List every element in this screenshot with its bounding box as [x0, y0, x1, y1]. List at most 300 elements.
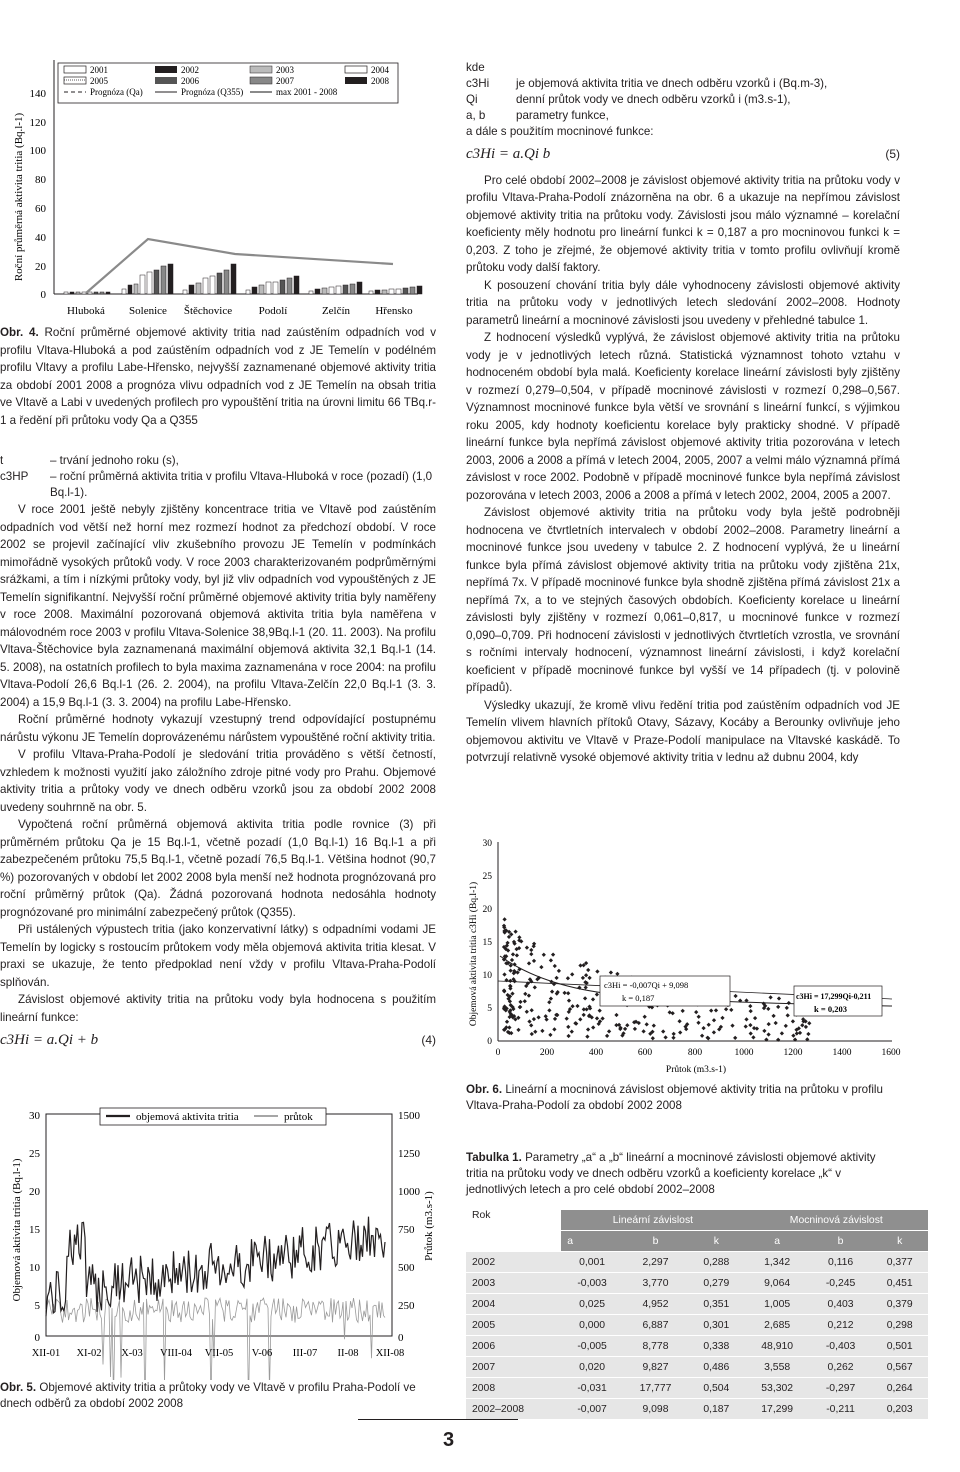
scatter-point	[575, 1004, 579, 1008]
bar	[76, 292, 80, 294]
fig5-xtick: X-03	[121, 1348, 143, 1359]
scatter-point	[510, 958, 514, 962]
scatter-point	[536, 1015, 540, 1019]
fig4-ylabel: Roční průměrná aktivita tritia (Bq.l-1)	[13, 112, 25, 282]
scatter-point	[548, 1033, 552, 1037]
scatter-point	[609, 970, 613, 974]
scatter-point	[791, 1019, 795, 1023]
scatter-point	[733, 1036, 737, 1040]
scatter-point	[539, 965, 543, 969]
bar	[134, 284, 138, 294]
fig4-ytick: 20	[35, 261, 46, 273]
scatter-point	[766, 1007, 770, 1011]
scatter-point	[730, 1024, 734, 1028]
fig6-xtick: 1000	[734, 1048, 754, 1058]
fig5-caption-text: Objemové aktivity tritia a průtoky vody ve Vltavě v profilu Praha-Podolí ve dnech odběrů za období 2002 2008	[0, 1381, 416, 1410]
bar	[266, 282, 271, 294]
legend-2006: 2006	[181, 76, 199, 86]
fig4-ytick: 60	[35, 203, 46, 215]
table1-cell: 0,379	[871, 1294, 928, 1315]
scatter-point	[785, 1006, 789, 1010]
kde: kde	[466, 61, 485, 74]
table1-year-cell: 2007	[466, 1357, 561, 1378]
scatter-point	[570, 1030, 574, 1034]
fig4-yticks	[30, 88, 47, 301]
bar	[382, 290, 387, 294]
left-paragraph: V profilu Vltava-Praha-Podolí je sledování tritia prováděno s větší četností, vzhledem k možnosti využití jako záložního zdroje pitné vody pro Prahu. Objemové aktivity tritia a průtoky vody ve dnech odběru vzorků jsou za období 2002 2008 uvedeny souhrnně na obr. 5.	[0, 748, 436, 814]
left-paragraph: Vypočtená roční průměrná objemová aktivita tritia podle rovnice (3) při průměrném průtoku Qa je 15 Bq.l-1, včetně pozadí (1,0 Bq.l-1) 16 Bq.l-1 a při zabezpečeném průtoku 75,5 Bq.l-1, včetně pozadí 76,5 Bq.l-1. Většina hodnot (90,7 %) pozorovaných v období let 2002 2008 byla menší než hodnota prognózovaná pro roční průměrný průtok (Qa). Žádná pozorovaná hodnota nedosáhla hodnoty prognózované pro minimální zabezpečený průtok (Q355).	[0, 818, 436, 919]
scatter-point	[547, 1000, 551, 1004]
fig5-ltick: 20	[29, 1186, 40, 1198]
scatter-point	[652, 1024, 656, 1028]
bar	[128, 285, 132, 294]
table1-cell: 0,501	[871, 1336, 928, 1357]
figure-5-chart	[0, 1098, 440, 1380]
scatter-point	[749, 1031, 753, 1035]
scatter-point	[525, 946, 529, 950]
table1-cell: 1,342	[745, 1252, 810, 1273]
table1-cell: 0,264	[871, 1378, 928, 1399]
equation-5-number: (5)	[885, 147, 900, 161]
left-paragraph: Při ustálených výpustech tritia (jako konzervativní látky) s odpadními vodami JE Temelín by logicky s rostoucím průtokem vody měla objemová aktivita tritia klesat. V praxi se ukazuje, že tento předpoklad není vždy v profilu Vltava-Praha-Podolí splňován.	[0, 923, 436, 989]
scatter-point	[633, 1027, 637, 1031]
table1-year-cell: 2006	[466, 1336, 561, 1357]
table1-year-cell: 2008	[466, 1378, 561, 1399]
scatter-point	[532, 959, 536, 963]
equation-5-formula: c3Hi = a.Qi b	[466, 146, 551, 162]
bar	[417, 286, 422, 294]
scatter-point	[752, 1026, 756, 1030]
fig5-rtick: 1250	[398, 1148, 420, 1160]
fig5-xtick: VIII-04	[159, 1348, 193, 1359]
table1-cell: -0,245	[810, 1273, 872, 1294]
scatter-point	[780, 1031, 784, 1035]
scatter-point	[712, 1030, 716, 1034]
fig5-xtick: XII-08	[375, 1348, 405, 1359]
scatter-point	[562, 991, 566, 995]
scatter-point	[516, 1028, 520, 1032]
scatter-point	[566, 1034, 570, 1038]
table1-cell: 0,187	[688, 1399, 745, 1420]
fig5-rtick: 1000	[398, 1186, 420, 1198]
scatter-point	[771, 1014, 775, 1018]
left-paragraph: Závislost objemové aktivity tritia na průtoku vody byla hodnocena s použitím lineární funkce:	[0, 993, 436, 1024]
scatter-point	[550, 990, 554, 994]
scatter-point	[566, 976, 570, 980]
def-c-symbol: c3HP	[0, 470, 29, 483]
table1-cell: -0,211	[810, 1399, 872, 1420]
table1-cell: 0,504	[688, 1378, 745, 1399]
fig4-cat: Podolí	[258, 305, 288, 317]
bar	[294, 276, 299, 294]
table1-cell: 17,299	[745, 1399, 810, 1420]
def-ab: parametry funkce,	[516, 109, 609, 122]
bar	[217, 273, 222, 294]
fig4-ytick: 120	[29, 117, 46, 129]
def-ab-symbol: a, b	[466, 109, 486, 122]
fig6-caption-text: Lineární a mocninová závislost objemové aktivity tritia na průtoku v profilu Vltava-Praha-Podolí za období 2002 2008	[466, 1083, 883, 1112]
right-paragraph: Výsledky ukazují, že kromě vlivu ředění tritia pod zaústěním odpadních vod JE Temelín vlivem hlavních přítoků Otavy, Sázavy, Kocáby a Berounky ovlivňuje jeho objemovou aktivitu ve Vltavě v Praze-Podolí manipulace na Vltavské kaskádě. To potvrzují relativně vysoké objemové aktivity tritia v lednu až dubnu 2004, kdy	[466, 698, 900, 764]
scatter-point	[547, 1008, 551, 1012]
scatter-point	[549, 958, 553, 962]
right-column	[466, 60, 900, 767]
table1-cell: -0,003	[561, 1273, 623, 1294]
table1-cell: 0,486	[688, 1357, 745, 1378]
legend-2005: 2005	[90, 76, 108, 86]
scatter-point	[584, 973, 588, 977]
fig6-ytick: 25	[482, 872, 492, 882]
figure-6-chart	[462, 836, 902, 1080]
fig5-ltick: 30	[29, 1110, 40, 1122]
right-paragraph: Pro celé období 2002–2008 je závislost objemové aktivity tritia na průtoku vody v profilu Vltava-Praha-Podolí znázorněna na obr. 6 a ukazuje na nepřímou závislost objemové aktivity tritia na průtoku vody. Závislosti jsou málo významné – korelační koeficienty měly hodnotu pro lineární funkci k = 0,187 a pro mocninovou funkci k = 0,203. Z toho je zřejmé, že objemové aktivity tritia v tomto profilu ovlivňují kromě průtoku vody další faktory.	[466, 173, 900, 274]
scatter-point	[518, 1000, 522, 1004]
scatter-point	[530, 1032, 534, 1036]
scatter-point	[557, 969, 561, 973]
scatter-point	[549, 997, 553, 1001]
fig6-power-k: k = 0,203	[814, 1004, 847, 1014]
legend-2004: 2004	[371, 65, 389, 75]
scatter-point	[527, 1019, 531, 1023]
table1-cell: 0,351	[688, 1294, 745, 1315]
scatter-point	[570, 972, 574, 976]
scatter-point	[720, 1016, 724, 1020]
scatter-point	[748, 1023, 752, 1027]
bar	[94, 292, 98, 294]
table1-h-k: k	[688, 1231, 745, 1252]
scatter-point	[749, 1009, 753, 1013]
scatter-point	[694, 1010, 698, 1014]
bar	[252, 287, 257, 294]
fig5-right-ticks	[398, 1110, 421, 1344]
fig5-xtick: XI-02	[76, 1348, 102, 1359]
bar	[100, 292, 104, 294]
fig6-caption	[466, 1082, 900, 1114]
legend-max: max 2001 - 2008	[276, 87, 338, 97]
scatter-point	[530, 1008, 534, 1012]
fig5-ltick: 0	[34, 1332, 40, 1344]
table1-row	[466, 1336, 928, 1357]
scatter-point	[529, 1023, 533, 1027]
bar	[375, 290, 380, 294]
scatter-point	[748, 1004, 752, 1008]
scatter-point	[641, 1029, 645, 1033]
def-qi-symbol: Qi	[466, 93, 478, 106]
scatter-point	[566, 991, 570, 995]
table1-cell: -0,007	[561, 1399, 623, 1420]
legend-2008: 2008	[371, 76, 389, 86]
scatter-point	[515, 953, 519, 957]
scatter-point	[511, 952, 515, 956]
fig5-rtick: 1500	[398, 1110, 420, 1122]
scatter-point	[625, 1023, 629, 1027]
table1-year-cell: 2005	[466, 1315, 561, 1336]
scatter-point	[567, 999, 571, 1003]
scatter-point	[508, 969, 512, 973]
equation-4	[0, 1032, 436, 1050]
table1-cell: 9,098	[623, 1399, 688, 1420]
scatter-point	[586, 1027, 590, 1031]
scatter-point	[581, 976, 585, 980]
table1-cell: 17,777	[623, 1378, 688, 1399]
table1-cell: 0,262	[810, 1357, 872, 1378]
fig5-rtick: 0	[398, 1332, 404, 1344]
def-c: – roční průměrná aktivita tritia v profilu Vltava-Hluboká v roce (pozadí) (1,0 Bq.l-1).	[50, 470, 433, 499]
table1-cell: 9,827	[623, 1357, 688, 1378]
scatter-point	[762, 1029, 766, 1033]
scatter-point	[505, 1020, 509, 1024]
fig5-ltick: 5	[34, 1300, 40, 1312]
bar	[343, 285, 348, 294]
legend-2002: 2002	[181, 65, 199, 75]
bar	[183, 290, 187, 294]
scatter-point	[591, 1025, 595, 1029]
scatter-point	[623, 1027, 627, 1031]
scatter-point	[804, 1025, 808, 1029]
fig6-xlabel: Průtok (m3.s-1)	[665, 1065, 727, 1075]
scatter-point	[677, 1019, 681, 1023]
bar	[329, 287, 334, 294]
fig4-bars	[64, 264, 422, 294]
scatter-point	[729, 1008, 733, 1012]
fig5-rtick: 250	[398, 1300, 415, 1312]
bar	[259, 285, 264, 294]
table1-row	[466, 1252, 928, 1273]
bar	[64, 292, 68, 294]
scatter-point	[678, 1030, 682, 1034]
table1-cell: 2,297	[623, 1252, 688, 1273]
table1-h-year: Rok	[466, 1210, 561, 1252]
scatter-point	[671, 1036, 675, 1040]
legend-prognoza-qa: Prognóza (Qa)	[90, 87, 143, 97]
table1-cell: 0,301	[688, 1315, 745, 1336]
scatter-point	[791, 1034, 795, 1038]
scatter-point	[529, 948, 533, 952]
table1-cell: -0,297	[810, 1378, 872, 1399]
scatter-point	[663, 1035, 667, 1039]
fig6-ytick: 15	[482, 938, 492, 948]
bar	[106, 292, 110, 294]
table1-cell: 4,952	[623, 1294, 688, 1315]
bar	[280, 280, 285, 294]
page-rule	[358, 1419, 518, 1420]
table1-cell: 0,403	[810, 1294, 872, 1315]
scatter-point	[712, 1018, 716, 1022]
fig4-cat: Zelčín	[321, 305, 351, 317]
table1-cell: 0,338	[688, 1336, 745, 1357]
scatter-point	[784, 1024, 788, 1028]
bar	[224, 270, 229, 294]
scatter-point	[595, 1016, 599, 1020]
scatter-point	[614, 1023, 618, 1027]
scatter-point	[768, 995, 772, 999]
bar	[147, 272, 152, 294]
def-c3hi: je objemová aktivita tritia ve dnech odběru vzorků i (Bq.m-3),	[516, 77, 828, 90]
fig5-ylabel-left: Objemová aktivita tritia (Bq.l-1)	[11, 1158, 23, 1302]
scatter-point	[701, 1026, 705, 1030]
bar	[309, 291, 313, 294]
table1-row	[466, 1315, 928, 1336]
scatter-point	[523, 992, 527, 996]
scatter-point	[570, 1004, 574, 1008]
scatter-point	[508, 984, 512, 988]
scatter-point	[798, 1031, 802, 1035]
scatter-point	[502, 917, 506, 921]
bar	[350, 284, 355, 294]
scatter-point	[766, 1032, 770, 1036]
scatter-point	[744, 1024, 748, 1028]
bar	[396, 289, 401, 294]
equation-5	[466, 146, 900, 164]
table1-caption-text: Parametry „a“ a „b“ lineární a mocninové závislosti objemové aktivity tritia na průtoku vody ve dnech odběru vzorků a koeficienty korelace „k“ v jednotlivých letech a pro celé období 2002–2008	[466, 1151, 876, 1196]
scatter-point	[591, 997, 595, 1001]
scatter-point	[542, 953, 546, 957]
scatter-point	[525, 1010, 529, 1014]
scatter-point	[551, 953, 555, 957]
table1-h-pow: Mocninová závislost	[745, 1210, 928, 1231]
scatter-point	[518, 1005, 522, 1009]
bar	[196, 283, 201, 294]
bar	[369, 291, 373, 294]
scatter-point	[767, 1022, 771, 1026]
table1-cell: 1,005	[745, 1294, 810, 1315]
table1-row	[466, 1294, 928, 1315]
scatter-point	[584, 985, 588, 989]
scatter-point	[744, 1017, 748, 1021]
bar	[273, 282, 278, 294]
left-paragraph: V roce 2001 ještě nebyly zjištěny koncentrace tritia ve Vltavě pod zaústěním odpadních vod větší než horní mez rozmezí hodnot za předchozí období. V roce 2002 se projevil začínající vliv zkušebního provozu JE Temelín v podmínkách mimořádně vysokých průtoků vody. V roce 2003 charakterizovaném podprůměrnými srážkami, a tím i nízkými průtoky vody, byl již vliv odpadních vod vypouštěných z JE Temelín signifikantní. Nejvyšší roční průměrné objemové aktivity tritia byly naměřeny v roce 2008. Maximální pozorovaná objemová aktivita tritia byla naměřena v málovodném roce 2003 v profilu Vltava-Solenice 38,9Bq.l-1 (20. 11. 2003). Na profilu Vltava-Štěchovice byla zaznamenaná maximální objemová aktivita 32,1 Bq.l-1 (14. 5. 2008), na ostatních profilech to byla maxima zaznamenána v roce 2004: na profilu Vltava-Podolí 26,6 Bq.l-1 (26. 2. 2004), na profilu Vltava-Zelčín 22,0 Bq.l-1 (3. 3. 2004) a 15,9 Bq.l-1 (3. 3. 2004) na profilu Labe-Hřensko.	[0, 503, 436, 709]
fig4-ytick: 100	[29, 145, 46, 157]
page-number: 3	[443, 1429, 455, 1451]
fig6-caption-label: Obr. 6.	[466, 1083, 503, 1096]
scatter-point	[566, 1025, 570, 1029]
fig6-ytick: 10	[482, 971, 492, 981]
table1-year-cell: 2002	[466, 1252, 561, 1273]
scatter-point	[510, 992, 514, 996]
scatter-point	[681, 1009, 685, 1013]
scatter-point	[578, 963, 582, 967]
scatter-point	[607, 1029, 611, 1033]
fig5-xtick: II-08	[337, 1348, 359, 1359]
scatter-point	[615, 972, 619, 976]
scatter-point	[800, 1023, 804, 1027]
scatter-point	[751, 1035, 755, 1039]
figure-4-chart	[0, 52, 440, 324]
scatter-point	[714, 1008, 718, 1012]
table1-row	[466, 1273, 928, 1294]
bar	[322, 288, 327, 294]
fig6-ytick: 5	[487, 1004, 492, 1014]
fig6-linear-k: k = 0,187	[622, 993, 655, 1003]
scatter-point	[587, 976, 591, 980]
scatter-point	[582, 1013, 586, 1017]
scatter-point	[605, 1034, 609, 1038]
scatter-point	[513, 930, 517, 934]
fig5-caption-label: Obr. 5.	[0, 1381, 37, 1394]
table1-cell: 3,770	[623, 1273, 688, 1294]
scatter-point	[709, 1009, 713, 1013]
def-qi: denní průtok vody ve dnech odběru vzorků i (m3.s-1),	[516, 93, 791, 106]
fig5-legend-activity: objemová aktivita tritia	[136, 1111, 239, 1123]
table1-h-k: k	[871, 1231, 928, 1252]
table1-caption-label: Tabulka 1.	[466, 1151, 522, 1164]
left-definitions	[0, 453, 436, 501]
scatter-point	[795, 1031, 799, 1035]
table1-cell: -0,403	[810, 1336, 872, 1357]
fig5-rtick: 500	[398, 1262, 415, 1274]
table1-cell: 0,020	[561, 1357, 623, 1378]
left-paragraph: Roční průměrné hodnoty vykazují vzestupný trend odpovídající postupnému nárůstu výkonu JE Temelín doprovázenému nárůstem vypouštěné roční aktivity tritia.	[0, 713, 436, 744]
bar	[403, 288, 408, 294]
table1-cell: 0,451	[871, 1273, 928, 1294]
table-1	[466, 1210, 928, 1420]
legend-2007: 2007	[276, 76, 294, 86]
table1-cell: 0,001	[561, 1252, 623, 1273]
table1-cell: 0,203	[871, 1399, 928, 1420]
fig5-xticks	[32, 1348, 405, 1359]
right-paragraph: Závislost objemové aktivity tritia na průtoku vody byla ještě podrobněji hodnocena ve čtvrtletních intervalech v období 2002–2008. Parametry lineární a mocninové funkce jsou uvedeny v tabulce 2. Z hodnocení vyplývá, že u lineární funkce byla přímá závislost objemové aktivity tritia na průtoku vody zjištěna 21x, nepřímá 7x. V případě mocninové funkce byla shodně zjištěna přímá závislost 21x a nepřímá 7x, a to ve stejných časových obdobích. Koeficienty korelace u lineární závislosti byly zjištěny v rozmezí 0,061–0,817, u mocninové funkce v rozmezí 0,090–0,709. Při hodnocení závislosti v jednotlivých čtvrtletích vzrostla, ve srovnání s ročními intervaly hodnocení, významnost lineární závislosti, i když korelační koeficient v případě mocninové funkce byl vyšší ve 14 případech (tj. v polovině případů).	[466, 506, 900, 694]
table1-cell: 0,000	[561, 1315, 623, 1336]
bar	[88, 292, 92, 294]
right-definitions	[466, 60, 900, 140]
bar	[161, 266, 166, 294]
table1-h-b: b	[623, 1231, 688, 1252]
scatter-point	[807, 1021, 811, 1025]
table1-year-cell: 2003	[466, 1273, 561, 1294]
scatter-point	[696, 1021, 700, 1025]
fig6-linear-eq: c3Hi = -0,007Qi + 9,098	[604, 980, 689, 990]
table1-year-cell: 2004	[466, 1294, 561, 1315]
fig5-legend-flow: průtok	[284, 1111, 313, 1123]
bar	[154, 270, 159, 294]
table1-cell: 3,558	[745, 1357, 810, 1378]
legend-2003: 2003	[276, 65, 294, 75]
table1-cell: 0,288	[688, 1252, 745, 1273]
fig6-xtick: 600	[637, 1048, 653, 1058]
scatter-point	[724, 1007, 728, 1011]
fig5-rtick: 750	[398, 1224, 415, 1236]
fig4-ytick: 80	[35, 174, 46, 186]
table1-cell: -0,005	[561, 1336, 623, 1357]
scatter-point	[583, 996, 587, 1000]
scatter-point	[786, 1013, 790, 1017]
fig6-xtick: 1200	[783, 1048, 803, 1058]
table1-cell: 0,298	[871, 1315, 928, 1336]
fig5-xtick: VII-05	[204, 1348, 234, 1359]
scatter-point	[598, 1009, 602, 1013]
fig4-ytick: 0	[40, 289, 46, 301]
table1-cell: 8,778	[623, 1336, 688, 1357]
fig6-xtick: 200	[539, 1048, 555, 1058]
def-t-symbol: t	[0, 454, 4, 467]
scatter-point	[578, 1017, 582, 1021]
scatter-point	[586, 968, 590, 972]
scatter-point	[776, 1005, 780, 1009]
table1-cell: 6,887	[623, 1315, 688, 1336]
scatter-point	[552, 1027, 556, 1031]
bar	[389, 289, 394, 294]
scatter-point	[806, 1032, 810, 1036]
fig6-xticks	[496, 1048, 901, 1058]
table1-cell: 2,685	[745, 1315, 810, 1336]
fig4-caption-label: Obr. 4.	[0, 326, 39, 339]
scatter-point	[533, 985, 537, 989]
scatter-point	[527, 994, 531, 998]
scatter-point	[661, 1029, 665, 1033]
fig6-yticks	[483, 839, 493, 1047]
scatter-point	[544, 1017, 548, 1021]
fig5-ltick: 15	[29, 1224, 40, 1236]
fig4-cat: Hluboká	[67, 305, 105, 317]
